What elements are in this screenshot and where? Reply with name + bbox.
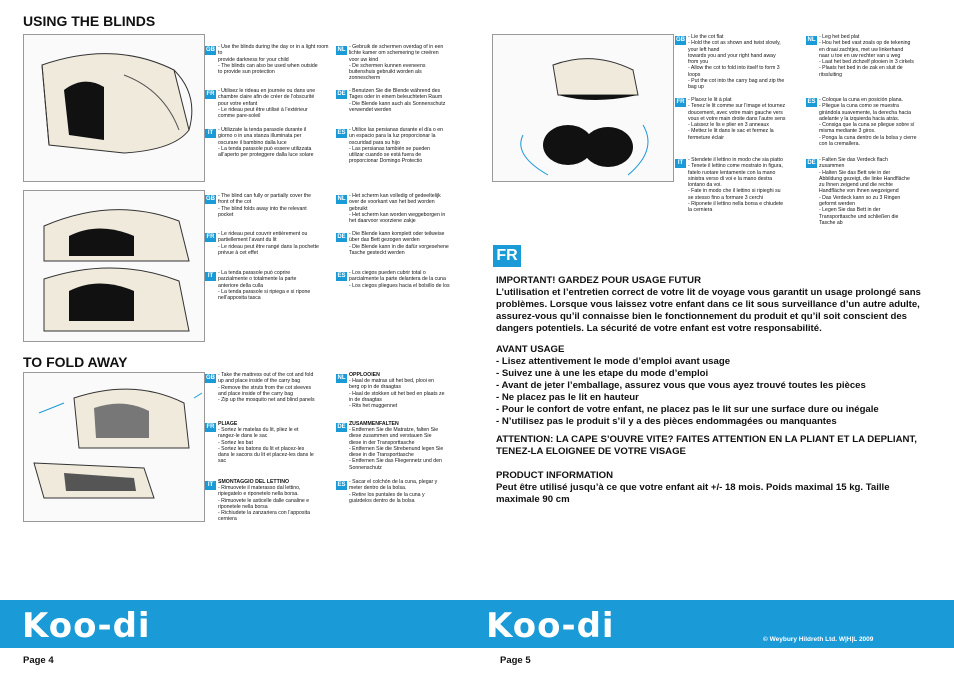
s1-nl-text: - Gebruik de schermen overdag of in een lichte kamer om schemering te creëren voor uw kind - De schermen kunnen eveneens buitenshuis gebruikt worden als zonnescherm xyxy=(349,44,444,82)
illustration-twist-fold xyxy=(492,34,674,182)
heading-fold-away: TO FOLD AWAY xyxy=(23,354,128,370)
lang-tag-it: IT xyxy=(205,481,216,490)
lang-tag-gb: GB xyxy=(206,196,215,202)
french-important-text: L’utilisation et l’entretien correct de votre lit de voyage vous garantit un usage prolongé sans problèmes. Lorsque vous laissez votre enfant dans ce lit sous surveillance d’un autre adulte, assurez-vous qu’il connaisse bien le fonctionnement du produit et qu’il soit conscient des dangers potentiels. La sécurité de votre enfant est votre responsabilité. xyxy=(496,287,921,334)
s3-nl-text: - Haal de matras uit het bed, plooi en berg op in de draagtas - Haal de stokken uit het bed en plaats ze in de draagtas - Rits het muggennet xyxy=(349,378,445,410)
s1-gb-text: - Use the blinds during the day or in a light room to provide darkness for your child - The blinds can also be used when outside to provide sun protection xyxy=(218,44,329,76)
illustration-blind-partial xyxy=(23,190,205,342)
lang-tag-de: DE xyxy=(337,424,346,430)
lang-tag-es: ES xyxy=(337,130,346,136)
french-avant-item: - Pour le confort de votre enfant, ne placez pas le lit sur une surface dure ou inégale xyxy=(496,404,879,415)
s2-it-text: - La tenda parasole può coprire parzialmente o totalmente la parte anteriore della culla - La tenda parasole si ripiega e si ripone nell’apposita tasca xyxy=(218,270,311,302)
page-number-right: Page 5 xyxy=(500,655,531,666)
s2-es-text: - Los ciegos pueden cubrir total o parcialmente la parte delantera de la cuna - Los ciegos pliegues hacia el bolsillo de los xyxy=(349,270,450,289)
page-number-left: Page 4 xyxy=(23,655,54,666)
lang-tag-it: IT xyxy=(675,159,686,168)
lang-tag-fr: FR xyxy=(206,234,215,240)
lang-tag-es: ES xyxy=(337,482,346,488)
s3-de-title: ZUSAMMENFALTEN xyxy=(349,421,399,427)
french-avant-item: - Ne placez pas le lit en hauteur xyxy=(496,392,639,403)
illustration-blind-closed xyxy=(23,34,205,182)
lang-tag-nl: NL xyxy=(807,37,816,43)
koodi-logo-right: Koo-di xyxy=(486,606,615,646)
french-product-text: Peut être utilisé jusqu’à ce que votre enfant ait +/- 18 mois. Poids maximal 15 kg. Taille maximale 90 cm xyxy=(496,482,890,505)
lang-tag-it: IT xyxy=(205,272,216,281)
lang-tag-de: DE xyxy=(337,234,346,240)
s1-de-text: - Benutzen Sie die Blende während des Tages oder in einem beleuchteten Raum - Die Blende kann auch als Sonnenschutz verwendet werden xyxy=(349,88,446,113)
lang-tag-it: IT xyxy=(205,129,216,138)
s4-it-text: - Stendete il lettino in modo che sia piatto - Tenete il lettino come mostrato in figura, fatelo ruotare lentamente con la mano sinistra verso di voi e la mano destra lontano da voi. - Fate in modo che il lettino si ripieghi su se stesso fino a formare 3 cerchi - Riponete il lettino nella borsa e chiudete la cerniera xyxy=(688,157,784,214)
s3-fr-text: - Sortez le matelas du lit, pliez le et rangez-le dans le sac - Sortez les bat - Sortez les batons du lit et placez-les dans le sacons du lit et placez-les dans le sac xyxy=(218,427,314,465)
s2-nl-text: - Het scherm kan volledig of gedeeltelijk over de voorkant van het bed worden gebruikt - Het scherm kan worden weggeborgen in het daarvoor voorziene zakje xyxy=(349,193,446,225)
s2-fr-text: - Le rideau peut couvrir entièrement ou partiellement l’avant du lit - Le rideau peut être rangé dans la pochette prévue à cet effet xyxy=(218,231,319,256)
lang-tag-nl: NL xyxy=(337,375,346,381)
lang-tag-gb: GB xyxy=(676,37,685,43)
french-avant-item: - Avant de jeter l’emballage, assurez vous que vous ayez trouvé toutes les pièces xyxy=(496,380,866,391)
s2-de-text: - Die Blende kann komplett oder teilweise über das Bett gezogen werden - Die Blende kann in die dafür vorgesehene Tasche gesteckt werden xyxy=(349,231,449,256)
french-important-title: IMPORTANT! GARDEZ POUR USAGE FUTUR xyxy=(496,275,702,286)
french-important xyxy=(496,275,936,335)
s1-it-text: - Utilizzate la tenda parasole durante il giorno o in una stanza illuminata per oscurare il bambino dalla luce - La tenda parasole può essere utilizzata all’aperto per proteggere dalla luce solare xyxy=(218,127,314,159)
lang-tag-gb: GB xyxy=(206,47,215,53)
lang-tag-fr-large: FR xyxy=(493,245,521,267)
heading-using-blinds: USING THE BLINDS xyxy=(23,13,156,29)
lang-tag-fr: FR xyxy=(206,424,215,430)
s1-es-text: - Utilice las persianas durante el día o en un espacio para la luz proporcionar la oscuridad para su hijo - Las persianas también se pueden utilizar cuando se está fuera de proporcionar Domingo Protectio xyxy=(349,127,444,165)
french-attention: ATTENTION: LA CAPE S’OUVRE VITE? FAITES ATTENTION EN LA PLIANT ET LA DEPLIANT, TENEZ-LA ELOIGNEE DE VOTRE VISAGE xyxy=(496,434,917,457)
lang-tag-fr: FR xyxy=(676,99,685,105)
lang-tag-de: DE xyxy=(807,160,816,166)
s3-it-title: SMONTAGGIO DEL LETTINO xyxy=(218,479,289,485)
s3-it-text: - Rimuovete il materasso dal lettino, ripiegatelo e riponetelo nella borsa. - Rimuovete le asticelle dalle canaline e riponetele nella borsa - Richiudete la zanzariera con l’apposita cerniera xyxy=(218,485,310,523)
french-product-title: PRODUCT INFORMATION xyxy=(496,470,614,481)
french-avant-item: - Suivez une à une les etape du mode d’emploi xyxy=(496,368,709,379)
lang-tag-nl: NL xyxy=(337,196,346,202)
s4-nl-text: - Leg het bed plat - Hou het bed vast zoals op de tekening en draai zachtjes, met uw linkerhand naar u toe en uw rechter van u weg - Laat het bed zichzelf plooien in 3 cirkels - Plaats het bed in de zak en sluit de ritssluiting xyxy=(819,34,914,78)
s2-gb-text: - The blind can fully or partially cover the front of the cot - The blind folds away into the relevant pocket xyxy=(218,193,312,218)
s4-gb-text: - Lie the cot flat - Hold the cot as shown and twist slowly, your left hand towards you and your right hand away from you - Allow the cot to fold into itself to form 3 loops - Put the cot into the carry bag and zip the bag up xyxy=(688,34,785,91)
lang-tag-nl: NL xyxy=(337,47,346,53)
s3-es-text: - Sacar el colchón de la cuna, plegar y meter dentro de la bolsa. - Retire los puntales de la cuna y guárdelos dentro de la bolsa xyxy=(349,479,438,504)
s4-de-text: - Falten Sie das Verdeck flach zusammen - Halten Sie das Bett wie in der Abbildung gezeigt, die linke Handfläche zu Ihnen zeigend und die rechte Handfläche von Ihnen wegzeigend - Das Verdeck kann so zu 3 Ringen geformt werden - Legen Sie das Bett in der Transporttasche und schließen die Tasche ab xyxy=(819,157,910,226)
s1-fr-text: - Utilisez le rideau en journée ou dans une chambre claire afin de créer de l’obscurité pour votre enfant - Le rideau peut être utilisé à l’extérieur comme pare-soleil xyxy=(218,88,316,120)
copyright: © Weybury Hildreth Ltd. W|H|L 2009 xyxy=(763,636,874,643)
s4-es-text: - Coloque la cuna en posición plana. - Pliegue la cuna como se muestra girándola suavemente, la derecha hacia adelante y la izquierda hacia atrás. - Consiga que la cuna se pliegue sobre sí misma mediante 3 giros. - Ponga la cuna dentro de la bolsa y cierre con la cremallera. xyxy=(819,97,917,148)
s3-nl-title: OPPLOOIEN xyxy=(349,372,380,378)
s3-de-text: - Entfernen Sie die Matratze, falten Sie diese zusammen und verstauen Sie diese in der Transporttasche - Entfernen Sie die Strebenund legen Sie diese in die Transporttasche - Entfernen Sie das Fliegennetz und den Sonnenschutz xyxy=(349,427,444,471)
s3-gb-text: - Take the mattress out of the cot and fold up and place inside of the carry bag - Remove the struts from the cot sleeves and place inside of the carry bag - Zip up the mosquito net and blind panels xyxy=(218,372,315,404)
french-avant-item: - N’utilisez pas le produit s’il y a des pièces endommagées ou manquantes xyxy=(496,416,837,427)
lang-tag-es: ES xyxy=(337,273,346,279)
french-avant-item: - Lisez attentivement le mode d’emploi avant usage xyxy=(496,356,731,367)
lang-tag-de: DE xyxy=(337,91,346,97)
french-product-info xyxy=(496,470,926,506)
lang-tag-fr: FR xyxy=(206,91,215,97)
lang-tag-gb: GB xyxy=(206,375,215,381)
lang-tag-es: ES xyxy=(807,99,816,105)
koodi-logo-left: Koo-di xyxy=(22,606,151,646)
illustration-fold-away xyxy=(23,372,205,522)
french-avant-usage xyxy=(496,344,936,428)
french-avant-title: AVANT USAGE xyxy=(496,344,565,355)
s3-fr-title: PLIAGE xyxy=(218,421,238,427)
s4-fr-text: - Placez le lit à plat - Tenez le lit comme sur l’image et tournez doucement, avec votre main gauche vers vous et votre main droite dans l’autre sens - Laissez le lis e plier en 3 anneaux - Mettez le lit dans le sac et fermez la fermeture éclair xyxy=(688,97,786,141)
